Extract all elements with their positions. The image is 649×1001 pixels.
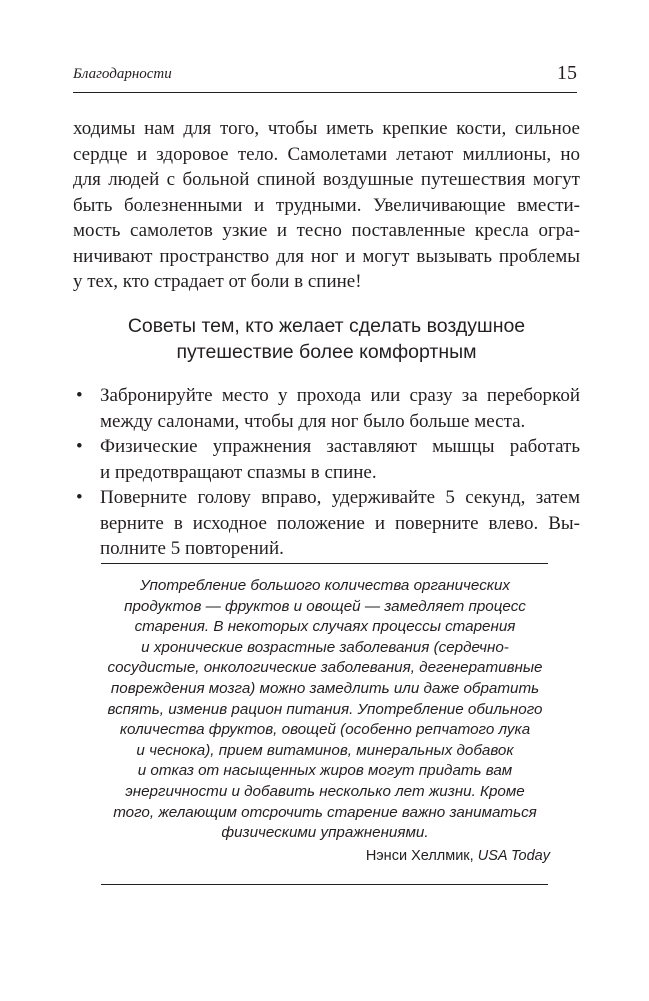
quote-line: и чеснока), прием витаминов, минеральных добавок — [136, 741, 514, 759]
tip-line: и предотвращают спазмы в спине. — [100, 461, 377, 483]
quote-line: сосудистые, онкологические заболевания, дегенеративные — [107, 659, 543, 677]
body-paragraph — [73, 116, 580, 295]
quote-line: старения. В некоторых случаях процессы старения — [134, 618, 516, 636]
quote-line: вспять, изменив рацион питания. Употребление обильного — [107, 700, 543, 718]
section-heading-line: Советы тем, кто желает сделать воздушное — [127, 315, 526, 337]
quote-line: энергичности и добавить несколько лет жизни. Кроме — [125, 782, 525, 800]
tip-line: Поверните голову вправо, удерживайте 5 секунд, затем — [100, 487, 580, 508]
section-heading — [73, 313, 580, 365]
pull-quote — [96, 576, 554, 844]
running-title: Благодарности — [73, 66, 172, 82]
quote-line: и хронические возрастные заболевания (сердечно- — [141, 638, 509, 656]
tips-list — [73, 383, 580, 562]
body-line: ходимы нам для того, чтобы иметь крепкие кости, сильное — [73, 118, 580, 139]
tip-line: между салонами, чтобы для ног было больше места. — [100, 410, 526, 432]
quote-line: физическими упражнениями. — [221, 824, 429, 842]
body-line: быть болезненными и трудными. Увеличивающие вмести- — [73, 194, 580, 216]
tip-item — [73, 383, 580, 434]
bullet-icon: • — [76, 436, 83, 457]
body-line: ничивают пространство для ног и могут вызывать проблемы — [73, 245, 580, 267]
body-line: у тех, кто страдает от боли в спине! — [73, 271, 362, 292]
quote-attribution — [366, 848, 550, 864]
header-rule — [73, 92, 577, 93]
page-number: 15 — [557, 62, 577, 84]
quote-line: того, желающим отсрочить старение важно заниматься — [113, 803, 537, 821]
tip-line: Забронируйте место у прохода или сразу за переборкой — [100, 385, 580, 406]
quote-line: количества фруктов, овощей (особенно репчатого лука — [119, 721, 531, 739]
quote-author: Нэнси Хеллмик, — [365, 848, 474, 864]
quote-line: и отказ от насыщенных жиров могут придать вам — [137, 762, 513, 780]
bullet-icon: • — [76, 487, 83, 508]
quote-line: продуктов — фруктов и овощей — замедляет процесс — [124, 597, 526, 615]
running-head — [73, 62, 577, 92]
quote-source: USA Today — [477, 848, 550, 864]
tip-line: полните 5 повторений. — [100, 538, 284, 559]
quote-line: повреждения мозга) можно замедлить или даже обратить — [110, 679, 540, 697]
tip-line: верните в исходное положение и поверните влево. Вы- — [100, 512, 580, 534]
tip-item — [73, 434, 580, 485]
tip-line: Физические упражнения заставляют мышцы работать — [100, 436, 580, 457]
quote-rule-bottom — [101, 884, 548, 885]
quote-line: Употребление большого количества органических — [140, 577, 510, 594]
section-heading-line: путешествие более комфортным — [176, 341, 477, 363]
body-line: мость самолетов узкие и тесно поставленные кресла огра- — [73, 220, 580, 241]
body-line: для людей с больной спиной воздушные путешествия могут — [73, 169, 580, 190]
body-line: сердце и здоровое тело. Самолетами летают миллионы, но — [73, 143, 580, 165]
tip-item — [73, 485, 580, 562]
bullet-icon: • — [76, 385, 83, 406]
quote-rule-top — [101, 563, 548, 564]
